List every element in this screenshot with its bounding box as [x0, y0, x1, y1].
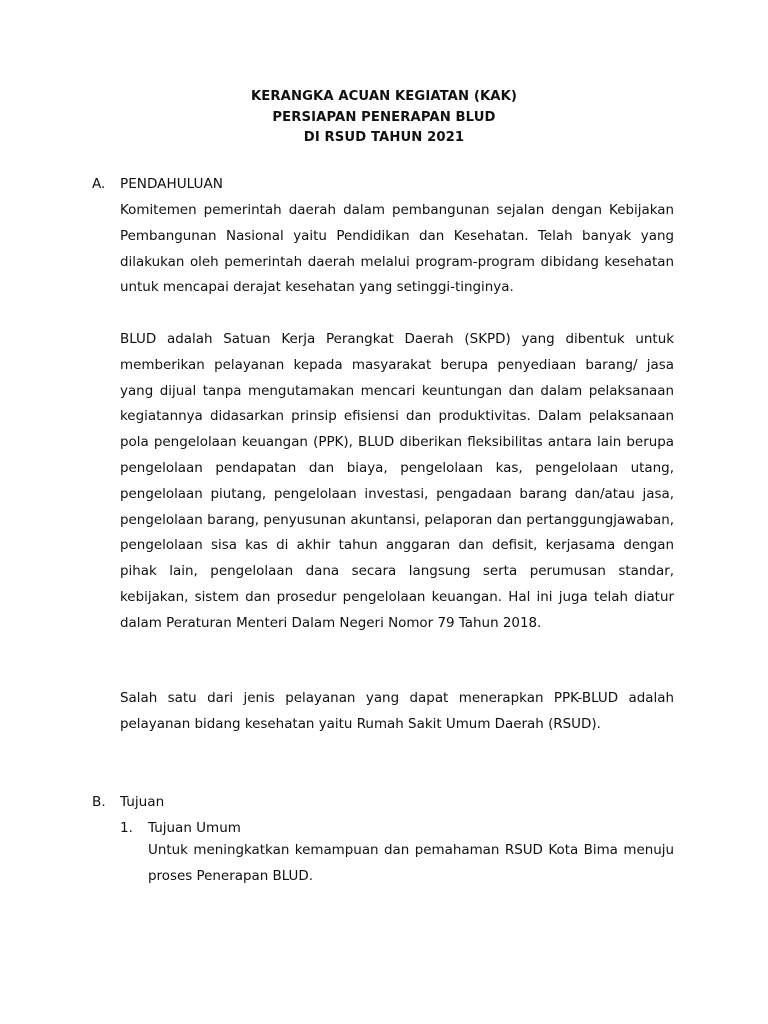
- section-a-title: PENDAHULUAN: [120, 176, 223, 192]
- section-a-paragraph-1: Komitemen pemerintah daerah dalam pembangunan sejalan dengan Kebijakan Pembangunan Nasional yaitu Pendidikan dan Kesehatan. Telah banyak yang dilakukan oleh pemerintah daerah melalui program-program dibidang kesehatan untuk mencapai derajat kesehatan yang setinggi-tinginya.: [120, 203, 674, 296]
- document-title: [0, 87, 768, 149]
- title-line-3: DI RSUD TAHUN 2021: [303, 130, 465, 145]
- section-a-letter: A.: [92, 176, 106, 192]
- section-b-letter: B.: [92, 794, 106, 810]
- section-b-heading: [92, 792, 392, 812]
- section-a-heading: [92, 174, 392, 194]
- subsection-1-title: Tujuan Umum: [148, 820, 241, 836]
- section-a-paragraph-2: BLUD adalah Satuan Kerja Perangkat Daerah (SKPD) yang dibentuk untuk memberikan pelayanan kepada masyarakat berupa penyediaan barang/ jasa yang dijual tanpa mengutamakan mencari keuntungan dan dalam pelaksanaan kegiatannya didasarkan prinsip efisiensi dan produktivitas. Dalam pelaksanaan pola pengelolaan keuangan (PPK), BLUD diberikan fleksibilitas antara lain berupa pengelolaan pendapatan dan biaya, pengelolaan kas, pengelolaan utang, pengelolaan piutang, pengelolaan investasi, pengadaan barang dan/atau jasa, pengelolaan barang, penyusunan akuntansi, pelaporan dan pertanggungjawaban, pengelolaan sisa kas di akhir tahun anggaran dan defisit, kerjasama dengan pihak lain, pengelolaan dana secara langsung serta perumusan standar, kebijakan, sistem dan prosedur pengelolaan keuangan. Hal ini juga telah diatur dalam Peraturan Menteri Dalam Negeri Nomor 79 Tahun 2018.: [120, 332, 674, 631]
- subsection-1-text: Untuk meningkatkan kemampuan dan pemahaman RSUD Kota Bima menuju proses Penerapan BLUD.: [148, 843, 674, 884]
- subsection-1-number: 1.: [120, 820, 133, 836]
- section-a-paragraph-3: Salah satu dari jenis pelayanan yang dapat menerapkan PPK-BLUD adalah pelayanan bidang kesehatan yaitu Rumah Sakit Umum Daerah (RSUD).: [120, 691, 674, 732]
- subsection-1-heading: [120, 818, 420, 838]
- section-b-title: Tujuan: [120, 794, 165, 810]
- title-line-2: PERSIAPAN PENERAPAN BLUD: [272, 109, 496, 125]
- title-line-1: KERANGKA ACUAN KEGIATAN (KAK): [250, 89, 518, 104]
